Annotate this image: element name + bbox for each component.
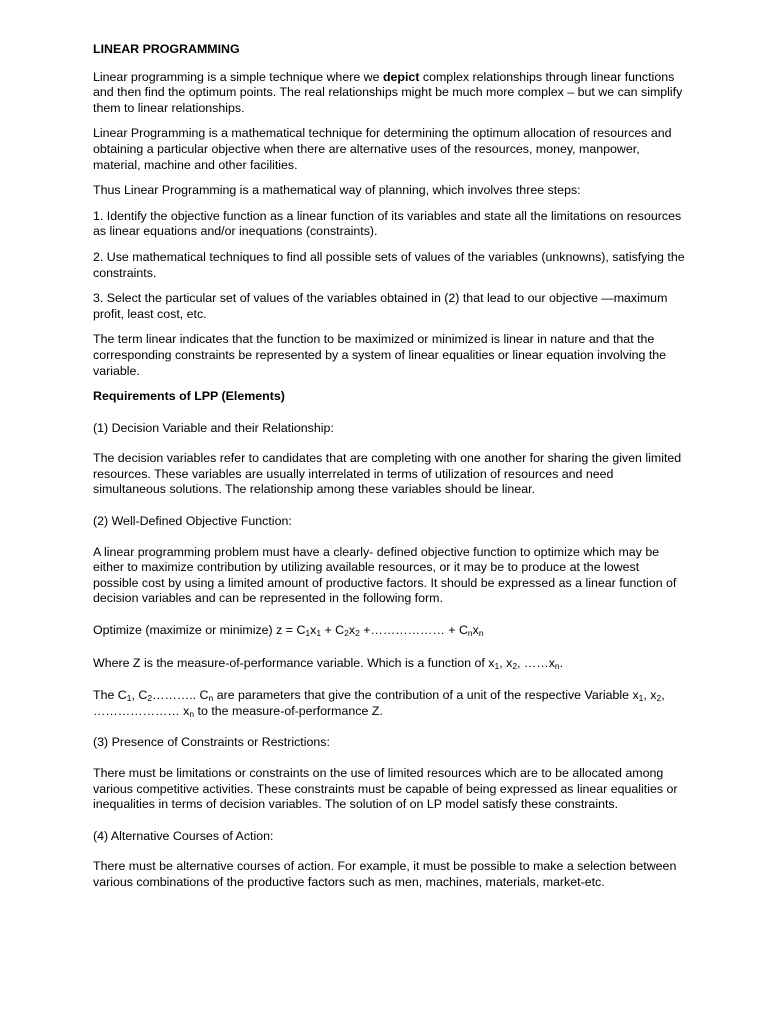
step-2-paragraph: 2. Use mathematical techniques to find all possible sets of values of the variables (unknowns), satisfying the constraints.: [93, 249, 685, 280]
where-z-sub-2: 2: [512, 660, 518, 671]
equation-x1: x: [310, 623, 317, 638]
requirement-2-body: A linear programming problem must have a clearly- defined objective function to optimize which may be either to maximize contribution by utilizing available resources, or it may be to produce at the lowest possible cost by using a limited amount of productive factors. It should be expressed as a linear function of decision variables and can be represented in the following form.: [93, 544, 677, 606]
where-z-sub-n: n: [554, 660, 560, 671]
params-text-f: , ………………… x: [93, 688, 665, 718]
params-sub-cn: n: [208, 693, 214, 704]
params-sub-x1: 1: [638, 693, 644, 704]
params-sub-c2: 2: [147, 693, 153, 704]
step-1-paragraph: 1. Identify the objective function as a linear function of its variables and state all the limitations on resources as linear equations and/or inequations (constraints).: [93, 208, 682, 239]
params-sub-xn: n: [189, 708, 195, 719]
requirement-2-heading: (2) Well-Defined Objective Function:: [93, 514, 292, 529]
requirement-4-body: There must be alternative courses of action. For example, it must be possible to make a selection between various combinations of the productive factors such as men, machines, materials, market-etc.: [93, 859, 677, 889]
params-text-d: are parameters that give the contribution of a unit of the respective Variable x: [213, 688, 639, 703]
intro-paragraph: [93, 70, 688, 117]
requirement-3-body: There must be limitations or constraints on the use of limited resources which are to be allocated among various competitive activities. These constraints must be capable of being expressed as linear equalities or inequalities in terms of decision variables. The solution of on LP model satisfy these constraints.: [93, 766, 678, 812]
equation-sub-x1: 1: [316, 628, 322, 639]
equation-sub-x2: 2: [355, 628, 360, 639]
equation-sub-c2: 2: [344, 628, 349, 639]
linear-term-paragraph: The term linear indicates that the function to be maximized or minimized is linear in nature and that the corresponding constraints be represented by a system of linear equalities or linear equation involving the variable.: [93, 332, 667, 378]
equation-prefix: Optimize (maximize or minimize) z = C: [93, 623, 306, 638]
requirements-heading: Requirements of LPP (Elements): [93, 389, 285, 404]
equation-xn: x: [472, 623, 479, 638]
where-z-paragraph: [93, 656, 688, 672]
where-z-end: .: [559, 655, 564, 670]
equation-sub-cn: n: [467, 628, 473, 639]
requirement-1-body: The decision variables refer to candidates that are completing with one another for sharing the given limited resources. These variables are usually interrelated in terms of utilization of resources and need simultaneous solutions. The relationship among these variables should be linear.: [93, 451, 682, 497]
equation-sub-c1: 1: [305, 628, 311, 639]
requirement-3-heading: (3) Presence of Constraints or Restrictions:: [93, 735, 330, 750]
equation-plus: + C: [321, 623, 345, 638]
params-text-c: ……….. C: [152, 688, 209, 703]
where-z-text: Where Z is the measure-of-performance variable. Which is a function of x: [93, 655, 495, 670]
params-text-g: to the measure-of-performance Z.: [194, 703, 383, 718]
definition-paragraph: Linear Programming is a mathematical technique for determining the optimum allocation of resources and obtaining a particular objective when there are alternative uses of the resources, money, manpower, material, machine and other facilities.: [93, 126, 672, 172]
intro-text-start: Linear programming is a simple technique where we: [93, 69, 383, 84]
requirement-4-heading: (4) Alternative Courses of Action:: [93, 828, 274, 843]
params-text-a: The C: [93, 688, 127, 703]
objective-equation: [93, 623, 688, 639]
where-z-dots: , ……x: [517, 655, 555, 670]
requirement-1-heading: (1) Decision Variable and their Relationship:: [93, 420, 334, 435]
equation-sub-xn: n: [478, 628, 484, 639]
parameters-paragraph: [93, 688, 688, 719]
intro-bold-word: depict: [382, 69, 420, 84]
params-text-e: , x: [643, 688, 657, 703]
intro-text-end: complex relationships through linear functions and then find the optimum points. The real relationships might be much more complex – but we can simplify them to linear relationships.: [93, 69, 683, 115]
where-z-sep: , x: [499, 655, 513, 670]
steps-intro-paragraph: Thus Linear Programming is a mathematical way of planning, which involves three steps:: [93, 183, 581, 198]
params-sub-c1: 1: [126, 693, 132, 704]
where-z-sub-1: 1: [494, 660, 500, 671]
params-sub-x2: 2: [656, 693, 662, 704]
step-3-paragraph: 3. Select the particular set of values of the variables obtained in (2) that lead to our objective —maximum profit, least cost, etc.: [93, 291, 668, 321]
equation-x2: x: [348, 623, 356, 638]
document-title: LINEAR PROGRAMMING: [93, 42, 240, 56]
equation-middle: +……………… + C: [359, 623, 468, 638]
params-text-b: , C: [131, 688, 148, 703]
